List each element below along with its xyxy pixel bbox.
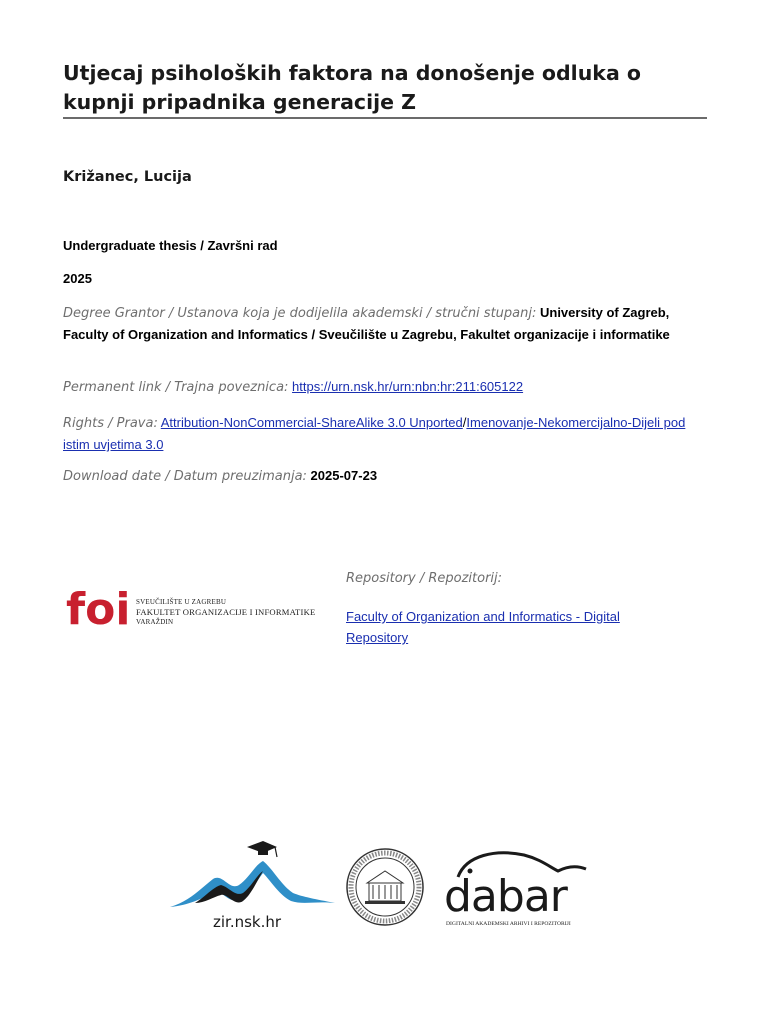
download-date [63,465,703,487]
foi-logo [66,584,326,632]
university-seal-icon [345,847,425,927]
rights-separator: / [462,415,467,430]
zir-logo-icon [165,835,345,935]
document-type: Undergraduate thesis / Završni rad [63,238,278,253]
rights-label: Rights / Prava: [63,416,158,431]
footer-logos [165,835,615,935]
zir-logo-text: zir.nsk.hr [213,913,282,931]
download-date-label: Download date / Datum preuzimanja: [63,469,307,484]
repository-label: Repository / Repozitorij: [346,571,503,586]
document-year: 2025 [63,271,92,286]
download-date-value: 2025-07-23 [310,468,378,483]
title-divider [63,117,707,119]
degree-grantor [63,302,703,345]
permanent-link-label: Permanent link / Trajna poveznica: [63,380,289,395]
permanent-link-url[interactable]: https://urn.nsk.hr/urn:nbn:hr:211:605122 [292,379,524,394]
rights [63,412,703,455]
foi-logo-line2: FAKULTET ORGANIZACIJE I INFORMATIKE [136,607,316,617]
foi-logo-line1: SVEUČILIŠTE U ZAGREBU [136,598,227,606]
document-title: Utjecaj psiholoških faktora na donošenje odluka o kupnji pripadnika generacije Z [63,61,641,114]
dabar-logo-text: dabar [444,871,567,922]
permanent-link [63,376,703,398]
author-name: Križanec, Lucija [63,169,192,185]
svg-text:foi: foi [66,584,131,632]
rights-link-hr[interactable]: Imenovanje-Nekomercijalno-Dijeli pod istim uvjetima 3.0 [63,415,686,452]
dabar-logo-icon [440,845,615,930]
foi-logo-line3: VARAŽDIN [136,618,174,626]
degree-grantor-label: Degree Grantor / Ustanova koja je dodijelila akademski / stručni stupanj: [63,306,537,321]
degree-grantor-value: University of Zagreb, Faculty of Organization and Informatics / Sveučilište u Zagrebu, Fakultet organizacije i informatike [63,305,670,342]
dabar-logo-tagline: DIGITALNI AKADEMSKI ARHIVI I REPOZITORIJI [446,921,571,927]
repository-link[interactable]: Faculty of Organization and Informatics - Digital Repository [346,609,620,645]
rights-link-en[interactable]: Attribution-NonCommercial-ShareAlike 3.0 Unported [160,415,463,430]
